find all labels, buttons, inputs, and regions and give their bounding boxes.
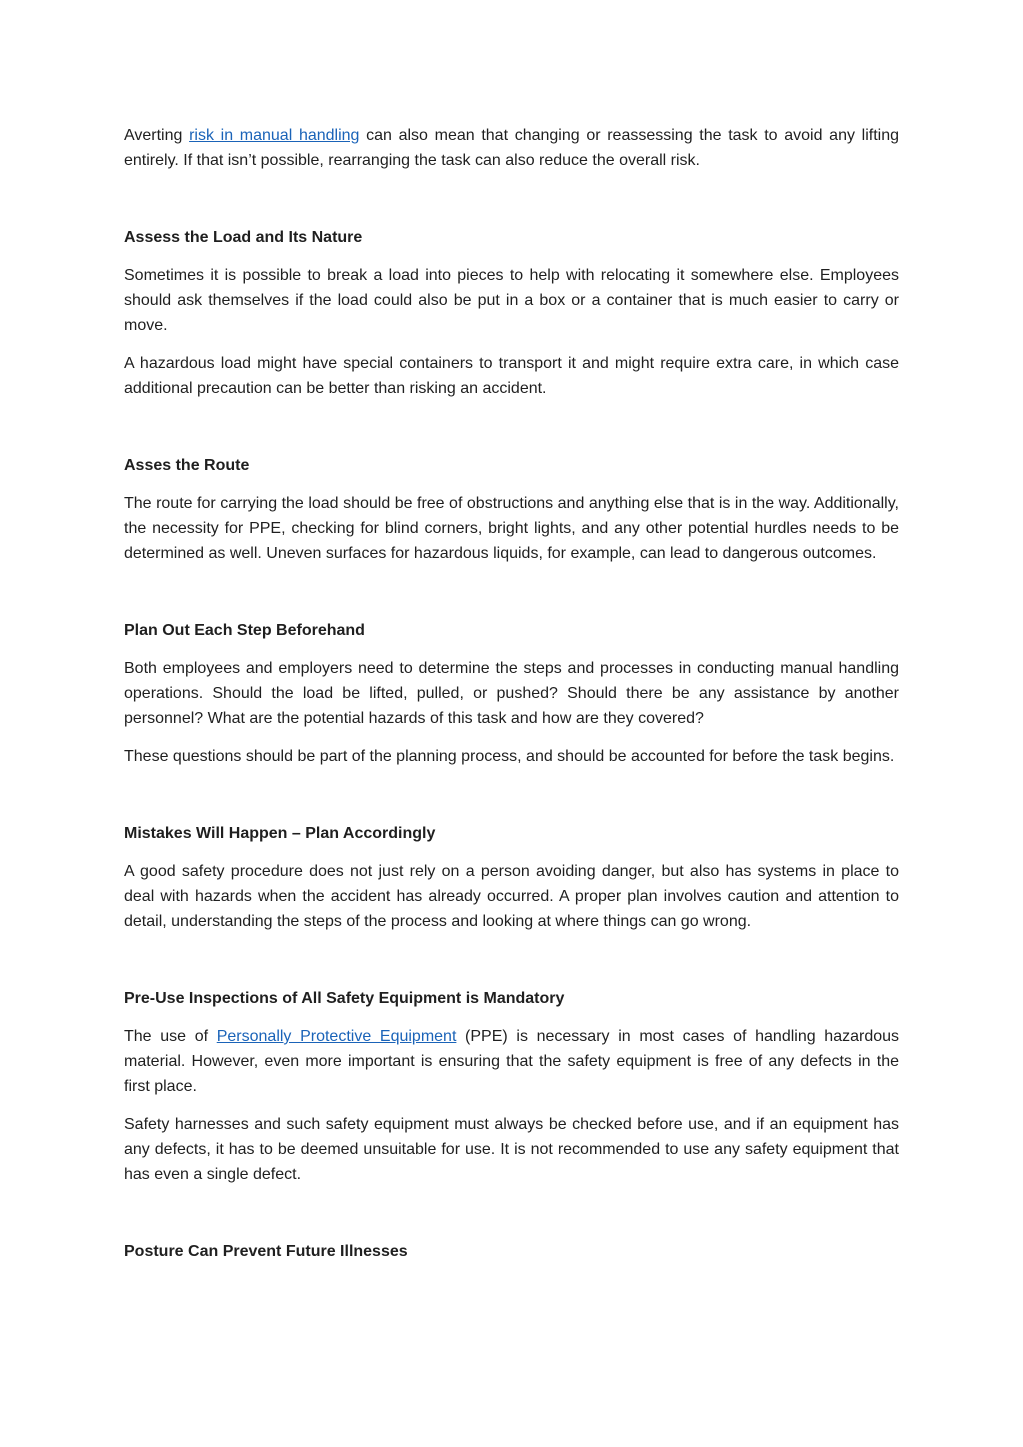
spacer [124, 947, 899, 986]
intro-text-post: can also mean that changing or reassessing the task to avoid any lifting entirely. If that isn’t possible, rearranging the task can also reduce the overall risk. [124, 127, 899, 169]
spacer [124, 1200, 899, 1239]
section-heading-plan-steps: Plan Out Each Step Beforehand [124, 622, 365, 639]
section-heading-mistakes: Mistakes Will Happen – Plan Accordingly [124, 825, 436, 842]
spacer [124, 414, 899, 453]
section-paragraph: Safety harnesses and such safety equipment must always be checked before use, and if an equipment has any defects, it has to be deemed unsuitable for use. It is not recommended to use any safety equipment that has even a single defect. [124, 1116, 899, 1183]
section-heading-assess-load: Assess the Load and Its Nature [124, 229, 363, 246]
personally-protective-equipment-link[interactable]: Personally Protective Equipment [216, 1028, 457, 1045]
section-paragraph: These questions should be part of the planning process, and should be accounted for before the task begins. [124, 748, 895, 765]
spacer [124, 782, 899, 821]
intro-text-pre: Averting [124, 127, 190, 144]
risk-in-manual-handling-link[interactable]: risk in manual handling [189, 127, 360, 144]
section-heading-pre-use-inspections: Pre-Use Inspections of All Safety Equipment is Mandatory [124, 990, 565, 1007]
intro-paragraph [124, 123, 899, 173]
document-page [124, 123, 899, 1277]
section-paragraph: The route for carrying the load should be free of obstructions and anything else that is in the way. Additionally, the necessity for PPE, checking for blind corners, bright lights, and any other potential hurdles needs to be determined as well. Uneven surfaces for hazardous liquids, for example, can lead to dangerous outcomes. [124, 495, 899, 562]
section-paragraph: A good safety procedure does not just rely on a person avoiding danger, but also has systems in place to deal with hazards when the accident has already occurred. A proper plan involves caution and attention to detail, understanding the steps of the process and looking at where things can go wrong. [124, 863, 899, 930]
section-paragraph: Both employees and employers need to determine the steps and processes in conducting manual handling operations. Should the load be lifted, pulled, or pushed? Should there be any assistance by another personnel? What are the potential hazards of this task and how are they covered? [124, 660, 899, 727]
spacer [124, 186, 899, 225]
section-paragraph: Sometimes it is possible to break a load into pieces to help with relocating it somewhere else. Employees should ask themselves if the load could also be put in a box or a container that is much easier to carry or move. [124, 267, 899, 334]
section-paragraph [124, 1024, 899, 1099]
spacer [124, 579, 899, 618]
ppe-text-pre: The use of [124, 1028, 217, 1045]
ppe-text-post: (PPE) is necessary in most cases of handling hazardous material. However, even more important is ensuring that the safety equipment is free of any defects in the first place. [124, 1028, 900, 1095]
section-heading-asses-route: Asses the Route [124, 457, 250, 474]
section-paragraph: A hazardous load might have special containers to transport it and might require extra care, in which case additional precaution can be better than risking an accident. [124, 355, 899, 397]
section-heading-posture: Posture Can Prevent Future Illnesses [124, 1243, 408, 1260]
